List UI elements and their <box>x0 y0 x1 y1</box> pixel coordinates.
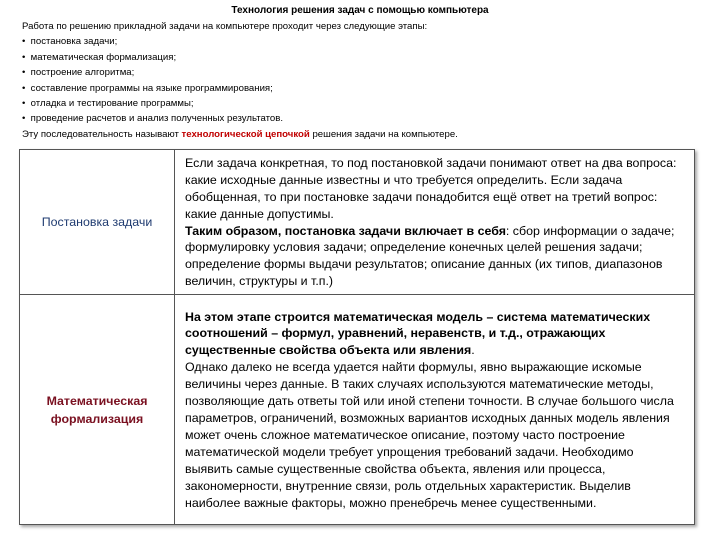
stage-item: • составление программы на языке программирования; <box>22 81 702 96</box>
row-label-cell <box>20 150 175 295</box>
intro-line: Работа по решению прикладной задачи на компьютере проходит через следующие этапы: <box>22 21 428 32</box>
emphasis-text: Таким образом, постановка задачи включает в себя <box>185 223 506 238</box>
table-row <box>20 150 695 295</box>
intro-conclusion: Эту последовательность называют технологической цепочкой решения задачи на компьютере. <box>22 128 458 140</box>
bullet-icon: • <box>22 36 26 48</box>
stage-item: • проведение расчетов и анализ полученных результатов. <box>22 111 702 126</box>
stage-item: • построение алгоритма; <box>22 65 702 80</box>
row-label: Постановка задачи <box>41 215 153 229</box>
stage-item: • постановка задачи; <box>22 34 702 49</box>
table-row <box>20 295 695 525</box>
highlighted-term: технологической цепочкой <box>181 128 310 140</box>
stage-item: • математическая формализация; <box>22 50 702 65</box>
row-label-cell <box>20 295 175 525</box>
row-content-cell <box>175 295 695 525</box>
bullet-icon: • <box>22 51 26 63</box>
bullet-icon: • <box>22 113 26 125</box>
emphasis-text: На этом этапе строится математическая модель – система математических соотношений – формул, уравнений, неравенств, и т.д., отражающих существенные свойства объекта или явления <box>185 309 651 358</box>
slide-title: Технология решения задач с помощью компьютера <box>231 5 489 16</box>
intro-text <box>22 19 702 142</box>
bullet-icon: • <box>22 67 26 79</box>
row-content-cell <box>175 150 695 295</box>
stages-table <box>19 149 695 525</box>
stage-item: • отладка и тестирование программы; <box>22 96 702 111</box>
row-description: На этом этапе строится математическая модель – система математических соотношений – формул, уравнений, неравенств, и т.д., отражающих существенные свойства объекта или явления. Однако далеко не всегда удается найти формулы, явно выражающие искомые величины через данные. В таких случаях используются математические методы, позволяющие дать ответы той или иной степени точности. В случае большого числа параметров, ограничений, возможных вариантов исходных данных модель явления может очень сложное математическое описание, поэтому часто построение математической модели требует упрощения требований задачи. Необходимо выявить самые существенные свойства объекта, явления или процесса, закономерности, внутренние связи, роль отдельных характеристик. Выделив наиболее важные факторы, можно пренебречь менее существенными. <box>185 309 674 510</box>
row-label: Математическая формализация <box>46 393 148 426</box>
bullet-icon: • <box>22 82 26 94</box>
bullet-icon: • <box>22 98 26 110</box>
row-description: Если задача конкретная, то под постановкой задачи понимают ответ на два вопроса: какие исходные данные известны и что требуется определить. Если задача обобщенная, то при постановке задачи понадобится ещё ответ на третий вопрос: какие данные допустимы. Таким образом, постановка задачи включает в себя: сбор информации о задаче; формулировку условия задачи; определение конечных целей решения задачи; определение формы выдачи результатов; описание данных (их типов, диапазонов величин, структуры и т.п.) <box>185 155 677 289</box>
